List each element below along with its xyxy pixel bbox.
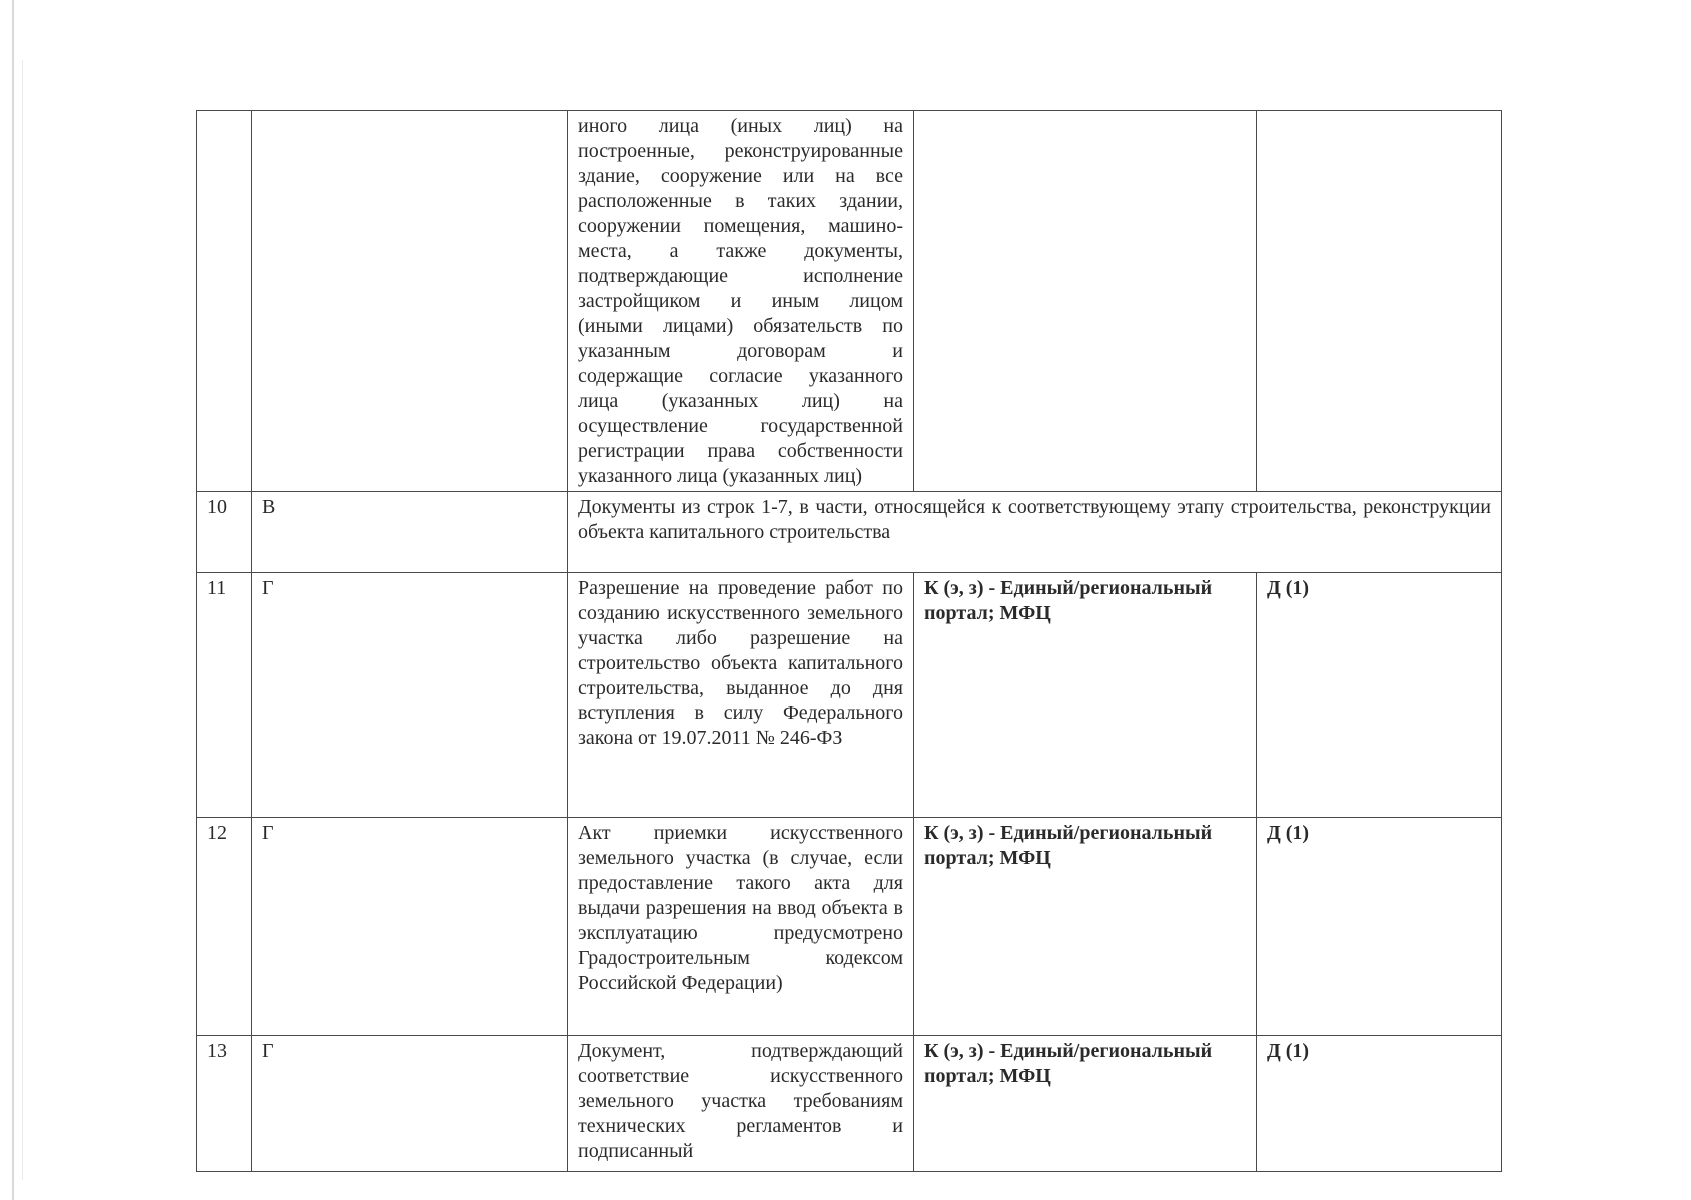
table-row [197,492,1502,573]
row-mark [1257,111,1502,492]
row-document [568,111,914,492]
doc-line: (иными лицами) обязательств по [578,315,903,337]
row-number: 10 [197,492,252,573]
row-method: К (э, з) - Единый/региональный портал; МФЦ [914,1036,1257,1172]
row-mark: Д (1) [1257,818,1502,1036]
doc-line: построенные, реконструированные [578,140,903,162]
row-merged-document: Документы из строк 1-7, в части, относящейся к соответствующему этапу строительства, реконструкции объекта капитального строительства [568,492,1502,573]
row-mark: Д (1) [1257,1036,1502,1172]
doc-line: лица (указанных лиц) на [578,390,903,412]
row-number: 12 [197,818,252,1036]
row-number: 11 [197,573,252,818]
row-number: 13 [197,1036,252,1172]
documents-table [196,110,1502,1172]
table-row [197,111,1502,492]
page-scan-edge [22,60,23,1180]
table-row [197,1036,1502,1172]
row-document: Акт приемки искусственного земельного участка (в случае, если предоставление такого акта для выдачи разрешения на ввод объекта в эксплуатацию предусмотрено Градостроительным кодексом Российской Федерации) [568,818,914,1036]
doc-line: указанного лица (указанных лиц) [578,465,863,487]
doc-line: иного лица (иных лиц) на [578,115,903,137]
row-category [252,111,568,492]
row-number [197,111,252,492]
row-category: Г [252,1036,568,1172]
doc-line: указанным договорам и [578,340,903,362]
page-binding-line [12,0,14,1200]
row-document: Документ, подтверждающий соответствие искусственного земельного участка требованиям технических регламентов и подписанный [568,1036,914,1172]
row-document: Разрешение на проведение работ по созданию искусственного земельного участка либо разрешение на строительство объекта капитального строительства, выданное до дня вступления в силу Федерального закона от 19.07.2011 № 246-ФЗ [568,573,914,818]
doc-line: расположенные в таких здании, [578,190,903,212]
row-mark: Д (1) [1257,573,1502,818]
doc-line: застройщиком и иным лицом [578,290,903,312]
doc-line: регистрации права собственности [578,440,903,462]
doc-line: здание, сооружение или на все [578,165,903,187]
row-category: Г [252,818,568,1036]
row-category: В [252,492,568,573]
row-category: Г [252,573,568,818]
doc-line: содержащие согласие указанного [578,365,903,387]
table-row [197,818,1502,1036]
row-method [914,111,1257,492]
doc-line: сооружении помещения, машино- [578,215,903,237]
doc-line: осуществление государственной [578,415,903,437]
row-method: К (э, з) - Единый/региональный портал; МФЦ [914,818,1257,1036]
doc-line: подтверждающие исполнение [578,265,903,287]
table-row [197,573,1502,818]
doc-line: места, а также документы, [578,240,903,262]
row-method: К (э, з) - Единый/региональный портал; МФЦ [914,573,1257,818]
